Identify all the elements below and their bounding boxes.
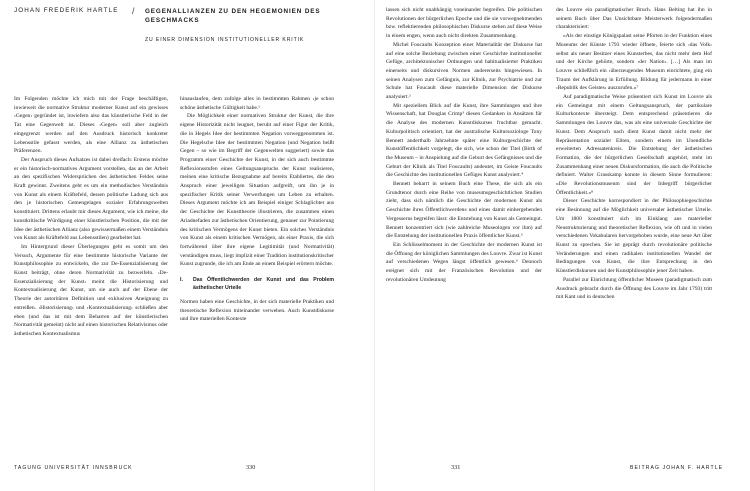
header-title: GEGENALLIANZEN ZU DEN HEGEMONIEN DES GESCHMACKS xyxy=(145,8,321,24)
section-title: Das Öffentlichwerden der Kunst und das Problem ästhetischer Urteile xyxy=(193,277,334,291)
left-column-2 xyxy=(180,95,334,324)
quotation: »Als der einstige Königspalast seine Pforten in der Funktion eines Museums der Künste 1793 wieder öffnete, feierte sich ›das Volk‹ selbst als neuer Besitzer eines Kunsterbes, das nicht mehr dem Hof und der Kirche gehörte, sondern ›der Nation‹. […] Als man im Louvre schließlich ein ›überzeugendes Museum einrichtete, ging ein Traum der Aufklärung in Erfüllung. Bildung für jedermann in einer ›Republik des Geistes‹ auszurufen.«⁷ xyxy=(556,33,712,92)
paragraph: Michel Foucaults Konzeption einer Materialität der Diskurse hat auf eine solche Beziehung zwischen einer Geschichte institutioneller Gefüge, architektonischer Ordnungen und habitualisierter Praktiken einerseits und diskursiven Normen andererseits hingewiesen. In seinen Analysen zum Gefängnis, zur Klinik, zur Psychiatrie und zur Schule hat Foucault diese materielle Dimension der Diskurse analysiert.² xyxy=(386,41,542,101)
paragraph: Ein Schlüsselmoment in der Geschichte der modernen Kunst ist die Öffnung der königlichen Sammlungen des Louvre. Zwar ist Kunst auf verschiedenen Wegen längst öffentlich gewesen.⁶ Dennoch ereignet sich mit der Französischen Revolution und der revolutionären Umdeutung xyxy=(386,241,542,283)
right-column-2 xyxy=(556,6,712,302)
page-number-right: 331 xyxy=(451,464,461,471)
header-author: JOHAN FREDERIK HARTLE xyxy=(14,7,119,14)
paragraph: Parallel zur Einrichtung öffentlicher Museen (paradigmatisch zum Ausdruck gebracht durch die Öffnung des Louvre im Jahr 1793) tritt mit Kant und in deutschen xyxy=(556,276,712,301)
paragraph: Die Möglichkeit einer normativen Struktur der Kunst, die ihre eigene Historizität nicht leugnet, beruht auf einer Figur der Kritik, die in Hegels Idee der bestimmten Negation vorweggenommen ist. Die Hegelsche Idee der bestimmten Negation (und Negation heißt Gegen – so wie im Begriff der Gegenwelten suggeriert) sowie das Programm einer Geschichte der Kunst, in der sich auch bestimmte Reflexionsstufen eines Geltungsanspruchs der Kunst realisieren, meinen eine kritische Bezugnahme auf bereits Etabliertes, die den Anspruch einer jeweiligen Situation aufgreift, um ihn je in spezifischer Kritik seiner Verwerfungen um Leben zu erhalten. Dieses Argument möchte ich am Beispiel einiger Schlaglichter aus der Geschichte der Kunsttheorie illustrieren, die zusammen einen Ariadnefaden zur ästhetischen Orientierung, genauer zur Pointierung des kritischen Vermögens der Kunst bieten. Ein solches Verständnis von Kunst als einem kritischen Vermögen, als einer Praxis, die sich fortwährend über ihre eigene Legitimität (und Normativität) verständigen muss, liegt implizit einer Tradition institutionskritischer Kunst zugrunde, die ich am Ende an einem Beispiel erörtern möchte. xyxy=(180,113,334,268)
paragraph: Dieser Geschichte korrespondiert in der Philosophiegeschichte eine Besinnung auf die Möglichkeit universaler ästhetischer Urteile. Um 1800 konstituiert sich im Einklang aus materieller Neustrukturierung und theoretischer Reflexion, wie oft und in vielen verschiedenen Vokabularen hervorgehoben wurde, eine neue Art über Kunst zu sprechen. Sie ist geprägt durch revolutionäre politische Veränderungen und einen radikalen institutionellen Wandel der Bedingungen von Kunst, die ihre Entsprechung in den Künstlerdiskursen und der Kunstphilosophie jener Zeit haben. xyxy=(556,198,712,275)
paragraph: Im Folgenden möchte ich mich mit der Frage beschäftigen, inwieweit die normative Struktur moderner Kunst auf ein gewisses ›Gegen‹ gegründet ist, inwiefern also das künstlerische Feld in der Tat eine Gegenwelt ist. Dieses ›Gegen‹ soll aber zugleich eingegrenzt werden auf den Ausdruck historisch konkreter Lebensstile gefasst werden, als eine Allianz zu ästhetischen Präferenzen. xyxy=(14,96,168,155)
footer-right-label: BEITRAG JOHAN F. HARTLE xyxy=(630,465,724,471)
paragraph: Auf paradigmatische Weise präsentiert sich Kunst im Louvre als ein Gemeingut mit einem Geltungsanspruch, der partikulare Kulturkontexte übersteigt. Dem entsprechend präsentieren die Sammlungen des Louvre das, was als eine universale Geschichte der Kunst. Dem Anspruch nach dient Kunst damit nicht mehr der Repräsentation sozialer Eliten, sondern einem im Unendliche erweiterten Adressatenkreis. Die Entstehung der ästhetischen Formation, die der bürgerlichen Gesellschaft angehört, steht im Zusammenhang einer neuen Diskursformation, die auch die Politische definiert. Walter Grasskamp konnte in diesem Sinne formulieren: »Die Revolutionsmuseum sind der Inbegriff bürgerlicher Öffentlichkeit.«⁸ xyxy=(556,94,712,196)
right-page xyxy=(375,0,750,491)
paragraph: hinauslaufen, dem zufolge alles in bestimmten Rahmen ›je schon schöne ästhetische Gültigkeit habe.¹ xyxy=(180,96,334,111)
paragraph: Der Anspruch dieses Aufsatzes ist dabei dreifach: Erstens möchte er ein historisch-normatives Argument vorstellen, das an der Arbeit an den spezifischen Widersprüchen des ästhetischen Feldes seine Kraft gewinnt. Zweitens geht es um ein methodisches Verständnis von Kunst als einem Kräftefeld, dessen politische Ladung sich aus den je historischen Gemengelagen sozialer Erfahrungswelten konstituiert. Drittens erlaubt mir dieses Argument, wie ich meine, die kunstkritische Würdigung einer künstlerischen Position, die mit der Idee der ästhetischen Allianz (also gewissermaßen einem Verständnis von Kunst als Kräftefeld aus Lebensstilen) gearbeitet hat. xyxy=(14,156,168,242)
header-separator: / xyxy=(132,6,135,16)
paragraph: Bennett beharrt in seinem Buch eine These, die sich als ein Grundtenor durch eine Reihe von museumsgeschichtlichen Studien zieht, dass sich nämlich die Geschichte der modernen Kunst als Geschichte ihres Öffentlichwerdens und eines damit einhergehenden Vergesserns begreifen lässt: die Entstehung von Kunst als Gemeingut. Bennett konzentriert sich (wie zahlreiche Museologen vor ihm) auf die Entstehung der institutionellen Praxis öffentlicher Kunst.⁵ xyxy=(386,181,542,240)
header-subtitle: ZU EINER DIMENSION INSTITUTIONELLER KRITIK xyxy=(145,37,305,43)
left-column-1 xyxy=(14,95,168,339)
section-heading xyxy=(180,277,334,292)
paragraph: Normen haben eine Geschichte, in der sich materielle Praktiken und theoretische Reflexion miteinander verweben. Auch Kunstdiskurse und ihre materiellen Kontexte xyxy=(180,299,334,323)
section-number: I. xyxy=(180,277,183,284)
right-column-1 xyxy=(386,6,542,285)
page-number-left: 330 xyxy=(246,464,256,471)
paragraph: Mit speziellem Blick auf die Kunst, ihre Sammlungen und ihre Wissenschaft, hat Douglas Crimp³ diesen Gedanken in Ansätzen für die Analyse des modernen Kunstdiskurses fruchtbar gemacht. Kulturpolitisch orientiert, hat der australische Kultursoziologe Tony Bennett anderthalb Jahrzehnte später eine Kulturgeschichte der Kunstöffentlichkeit vorgelegt, die sich, wie schon der Titel (Birth of the Museum – in Anspielung auf die Geburt des Gefängnisses und die Geburt der Klinik als Titel Foucaults) andeutet, im Geiste Foucaults die Geschichte des institutionellen Gefüges Kunst analysiert.⁴ xyxy=(386,102,542,179)
footer-left-label: TAGUNG UNIVERSITÄT INNSBRUCK xyxy=(14,465,133,471)
paragraph: lassen sich nicht unabhängig voneinander begreifen. Die politischen Revolutionen der bürgerlichen Epoche und die sie vorwegnehmenden bzw. reflektierenden philosophischen Diskurse stehen auf diese Weise in einem engen, wenn auch nicht direkten Zusammenhang. xyxy=(386,7,542,40)
paragraph: Im Hintergrund dieser Überlegungen geht es somit um den Versuch, Argumente für eine bestimmte historische Variante der Kunstphilosophie zu entwickeln, die zur De-Essenzialisierung der Kunst beiträgt, ohne deren Normativität zu bezweifeln. ›De-Essenzialisierung der Kunst‹ meint die Historisierung und Kontextualisierung der Kunst, um sie auch auf der Ebene der Theorie der autoritären Definition und exklusiven Aneignung zu entreißen. ›Historisierung‹ und ›Kontextualisierung‹ schließen aber eben (und das ist mit dem Beharren auf der künstlerischen Normativität gemeint) nicht auf einen historischen Relativismus oder ästhetischen Kontextualismus xyxy=(14,243,168,337)
paragraph: des Louvre ein paradigmatischer Bruch. Hans Belting hat ihn in seinem Buch über Das Unsichtbare Meisterwerk folgendermaßen charakterisiert: xyxy=(556,7,712,31)
